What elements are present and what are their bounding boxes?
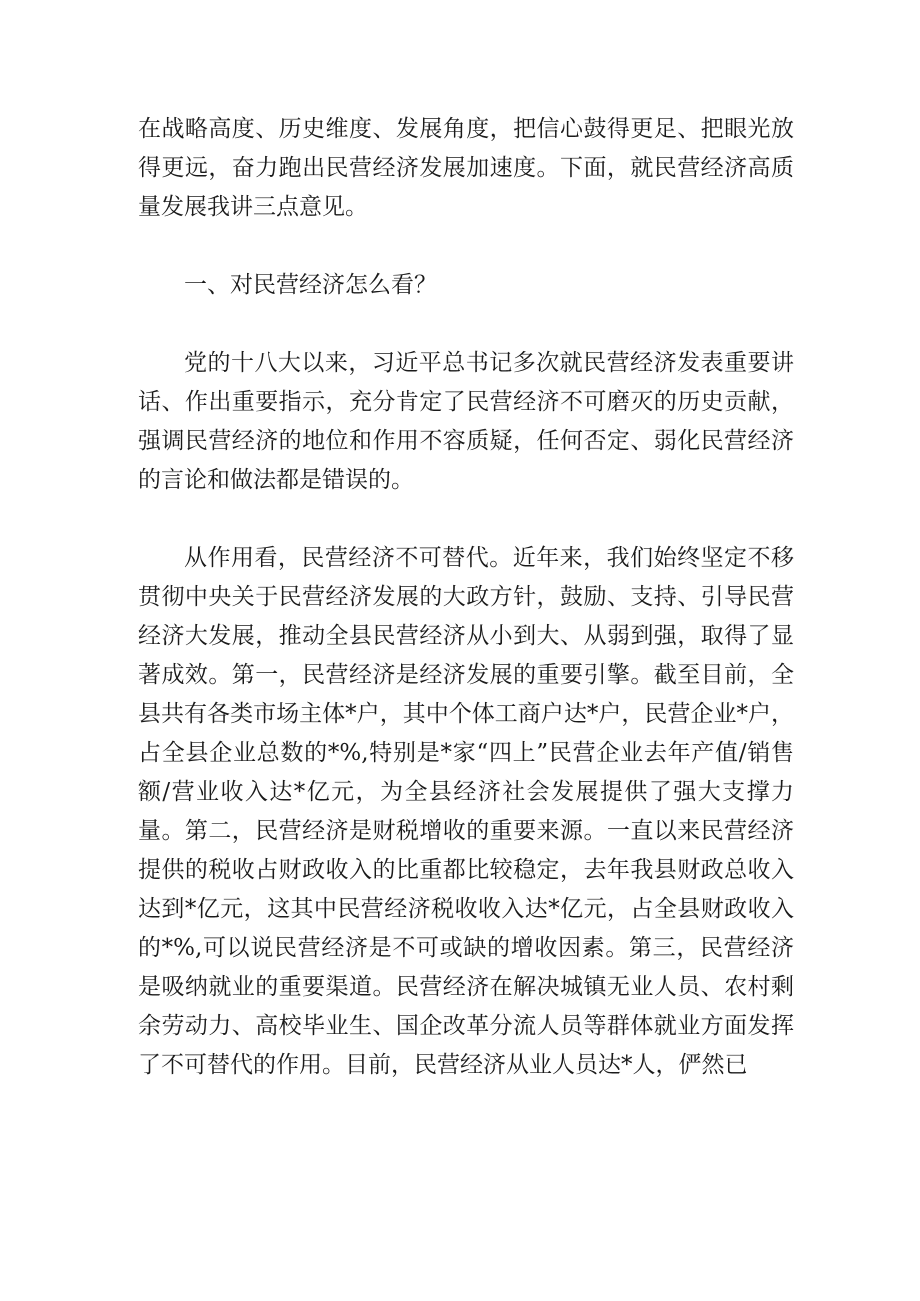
paragraph-background: 党的十八大以来，习近平总书记多次就民营经济发表重要讲话、作出重要指示，充分肯定了民营经济不可磨灭的历史贡献，强调民营经济的地位和作用不容质疑，任何否定、弱化民营经济的言论和做法都是错误的。 <box>138 350 794 493</box>
paragraph-gap <box>138 227 794 266</box>
paragraph-intro-continuation: 在战略高度、历史维度、发展角度，把信心鼓得更足、把眼光放得更远，奋力跑出民营经济发展加速度。下面，就民营经济高质量发展我讲三点意见。 <box>138 116 794 220</box>
paragraph-role: 从作用看，民营经济不可替代。近年来，我们始终坚定不移贯彻中央关于民营经济发展的大政方针，鼓励、支持、引导民营经济大发展，推动全县民营经济从小到大、从弱到强，取得了显著成效。第一，民营经济是经济发展的重要引擎。截至目前，全县共有各类市场主体*户，其中个体工商户达*户，民营企业*户，占全县企业总数的*%,特别是*家“四上”民营企业去年产值/销售额/营业收入达*亿元，为全县经济社会发展提供了强大支撑力量。第二，民营经济是财税增收的重要来源。一直以来民营经济提供的税收占财政收入的比重都比较稳定，去年我县财政总收入达到*亿元，这其中民营经济税收收入达*亿元，占全县财政收入的*%,可以说民营经济是不可或缺的增收因素。第三，民营经济是吸纳就业的重要渠道。民营经济在解决城镇无业人员、农村剩余劳动力、高校毕业生、国企改革分流人员等群体就业方面发挥了不可替代的作用。目前，民营经济从业人员达*人，俨然已 <box>138 545 794 1078</box>
paragraph-gap <box>138 500 794 539</box>
section-heading: 一、对民营经济怎么看？ <box>184 272 437 298</box>
document-body <box>138 110 794 1085</box>
paragraph-gap <box>138 305 794 344</box>
